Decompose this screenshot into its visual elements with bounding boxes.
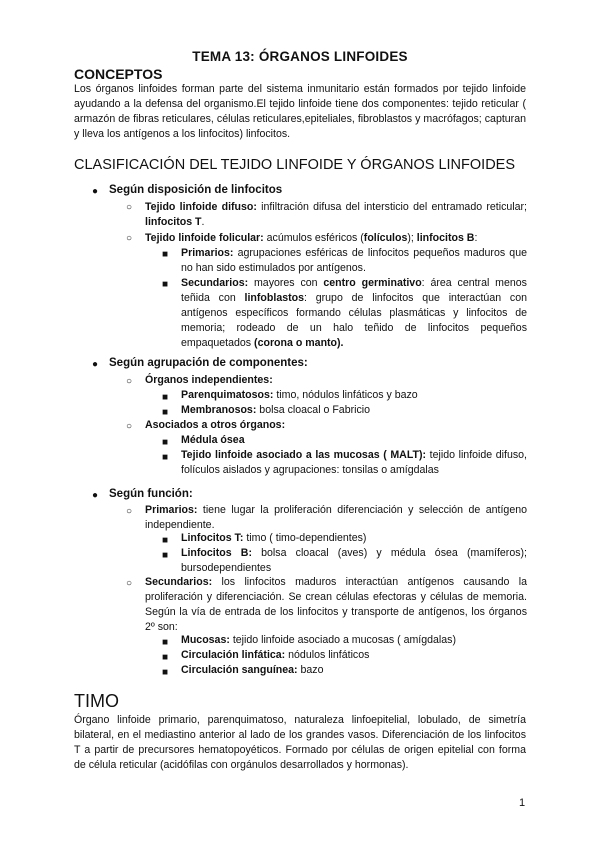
- funcion-primarios-label: Primarios:: [145, 504, 198, 516]
- seccion-agrupacion-heading: Según agrupación de componentes:: [109, 357, 308, 369]
- item-parenquimatosos: [181, 388, 527, 403]
- bullet-square: ■: [162, 279, 169, 290]
- secundarios-t3: : grupo de linfocitos que interactúan con antígenos específicos formando células plasmáticas y linfocitos de memoria; rodeado de un halo teñido de linfocitos pequeños empaquetados: [181, 292, 527, 349]
- bullet-square: ■: [162, 637, 169, 648]
- difuso-bold: linfocitos T: [145, 216, 202, 228]
- bullet-disc: ●: [92, 490, 99, 501]
- folicular-bold-2: linfocitos B: [416, 232, 475, 244]
- item-secundarios: [181, 276, 527, 351]
- item-membranosos: [181, 403, 527, 418]
- malt-label: Tejido linfoide asociado a las mucosas ( MALT):: [181, 449, 427, 461]
- linfocitos-t-text: timo ( timo-dependientes): [243, 532, 367, 544]
- primarios-label: Primarios:: [181, 247, 234, 259]
- sanguinea-text: bazo: [297, 664, 324, 676]
- timo-heading: TIMO: [74, 691, 119, 711]
- folicular-label: Tejido linfoide folicular:: [145, 232, 264, 244]
- sanguinea-label: Circulación sanguínea:: [181, 664, 298, 676]
- page-number: 1: [519, 797, 526, 809]
- bullet-circle: ○: [126, 233, 133, 244]
- clasificacion-heading: CLASIFICACIÓN DEL TEJIDO LINFOIDE Y ÓRGANOS LINFOIDES: [74, 157, 516, 173]
- item-organos-independientes: [145, 373, 527, 388]
- item-medula-osea: [181, 433, 527, 448]
- bullet-circle: ○: [126, 421, 133, 432]
- item-circulacion-sanguinea: [181, 663, 527, 678]
- bullet-square: ■: [162, 437, 169, 448]
- item-primarios: [181, 246, 527, 276]
- parenquimatosos-text: timo, nódulos linfáticos y bazo: [273, 389, 418, 401]
- folicular-mid: );: [407, 232, 417, 244]
- difuso-label: Tejido linfoide difuso:: [145, 201, 257, 213]
- conceptos-heading: CONCEPTOS: [74, 66, 163, 82]
- funcion-secundarios-text: los linfocitos maduros interactúan antígenos causando la proliferación y diferenciación. Se crean células efectoras y células de memoria. Según la vía de entrada de los linfocitos y transporte de antígenos, los órganos 2º son:: [145, 576, 527, 633]
- secundarios-b2: linfoblastos: [244, 292, 304, 304]
- folicular-bold-1: folículos: [363, 232, 408, 244]
- funcion-secundarios-label: Secundarios:: [145, 576, 213, 588]
- bullet-circle: ○: [126, 578, 133, 589]
- secundarios-b1: centro germinativo: [323, 277, 422, 289]
- difuso-text: infiltración difusa del intersticio del entramado reticular;: [256, 201, 527, 213]
- secundarios-label: Secundarios:: [181, 277, 249, 289]
- linfocitos-t-label: Linfocitos T:: [181, 532, 244, 544]
- item-tejido-folicular: [145, 231, 527, 246]
- bullet-disc: ●: [92, 359, 99, 370]
- secundarios-t1: mayores con: [248, 277, 324, 289]
- document-title: TEMA 13: ÓRGANOS LINFOIDES: [192, 49, 408, 64]
- membranosos-text: bolsa cloacal o Fabricio: [256, 404, 371, 416]
- bullet-square: ■: [162, 535, 169, 546]
- malt-text: tejido linfoide difuso, folículos aislados y agrupaciones: tonsilas o amígdalas: [181, 449, 527, 476]
- item-asociados: [145, 418, 527, 433]
- bullet-square: ■: [162, 249, 169, 260]
- linfatica-label: Circulación linfática:: [181, 649, 286, 661]
- item-funcion-primarios: [145, 503, 527, 533]
- secundarios-t2: : área central menos teñida con: [181, 277, 527, 304]
- bullet-square: ■: [162, 392, 169, 403]
- item-linfocitos-b: [181, 546, 527, 576]
- asociados-label: Asociados a otros órganos:: [145, 419, 286, 431]
- conceptos-paragraph: Los órganos linfoides forman parte del sistema inmunitario están formados por tejido linfoide ayudando a la defensa del organismo.El tejido linfoide tiene dos componentes: tejido reticular ( armazón de fibras reticulares, células reticulares,epiteliales, fibroblastos y macrófagos; capturan y lleva los antígenos a los linfocitos) linfocitos.: [74, 83, 526, 140]
- item-circulacion-linfatica: [181, 648, 527, 663]
- difuso-end: .: [201, 216, 205, 228]
- bullet-square: ■: [162, 652, 169, 663]
- timo-paragraph: Órgano linfoide primario, parenquimatoso, naturaleza linfoepitelial, lobulado, de simetría bilateral, en el mediastino anterior al lado de los grandes vasos. Diferenciación de los linfocitos T a partir de precursores hematopoyéticos. Formado por células de origen epitelial con forma de célula reticular (acidófilas con orgánulos desarrollados y hormonas).: [74, 714, 526, 771]
- linfatica-text: nódulos linfáticos: [285, 649, 370, 661]
- item-malt: [181, 448, 527, 478]
- funcion-primarios-text: tiene lugar la proliferación diferenciación y selección de antígeno independiente.: [145, 504, 527, 531]
- linfocitos-b-text: bolsa cloacal (aves) y médula ósea (mamíferos); bursodependientes: [181, 547, 527, 574]
- seccion-funcion-heading: Según función:: [109, 488, 193, 500]
- secundarios-b3: (corona o manto).: [254, 337, 344, 349]
- item-mucosas: [181, 633, 527, 648]
- mucosas-text: tejido linfoide asociado a mucosas ( amígdalas): [229, 634, 456, 646]
- item-funcion-secundarios: [145, 575, 527, 635]
- bullet-square: ■: [162, 452, 169, 463]
- membranosos-label: Membranosos:: [181, 404, 257, 416]
- bullet-circle: ○: [126, 202, 133, 213]
- bullet-square: ■: [162, 407, 169, 418]
- bullet-square: ■: [162, 667, 169, 678]
- parenquimatosos-label: Parenquimatosos:: [181, 389, 274, 401]
- primarios-text: agrupaciones esféricas de linfocitos pequeños maduros que no han sido estimulados por antígenos.: [181, 247, 527, 274]
- bullet-disc: ●: [92, 186, 99, 197]
- folicular-text: acúmulos esféricos (: [263, 232, 364, 244]
- item-linfocitos-t: [181, 531, 527, 546]
- bullet-square: ■: [162, 550, 169, 561]
- linfocitos-b-label: Linfocitos B:: [181, 547, 252, 559]
- mucosas-label: Mucosas:: [181, 634, 230, 646]
- seccion-disposicion-heading: Según disposición de linfocitos: [109, 184, 283, 196]
- independientes-label: Órganos independientes:: [145, 374, 273, 386]
- bullet-circle: ○: [126, 376, 133, 387]
- medula-label: Médula ósea: [181, 434, 245, 446]
- folicular-end: :: [474, 232, 478, 244]
- bullet-circle: ○: [126, 506, 133, 517]
- item-tejido-difuso: [145, 200, 527, 230]
